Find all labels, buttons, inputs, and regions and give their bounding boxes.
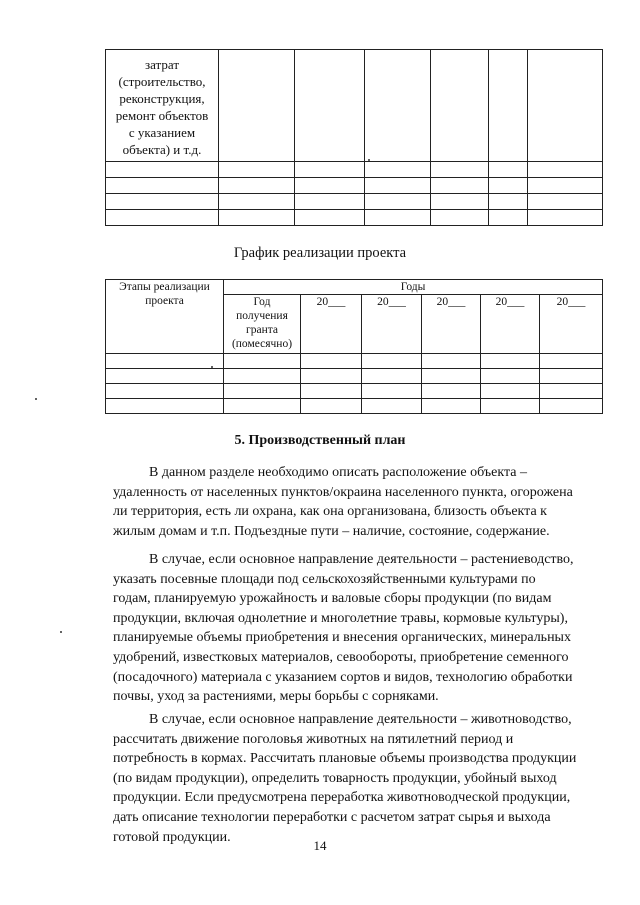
table-row (106, 178, 603, 194)
scan-speck (211, 366, 213, 368)
table-cell (295, 50, 365, 162)
table-cell (528, 50, 603, 162)
table-cell (219, 50, 295, 162)
table-cell: затрат (строительство, реконструкция, ремонт объектов с указанием объекта) и т.д. (106, 50, 219, 162)
year-column-header: 20___ (540, 295, 603, 354)
stages-header: Этапы реализации проекта (106, 280, 224, 354)
table-row (106, 50, 603, 162)
table-row (106, 194, 603, 210)
section-heading: 5. Производственный план (234, 433, 406, 448)
year-column-header: 20___ (362, 295, 422, 354)
table-row (106, 369, 603, 384)
table-row (106, 210, 603, 226)
paragraph: В случае, если основное направление деятельности – растениеводство, указать посевные площади под сельскохозяйственными культурами по годам, планируемую урожайность и валовые сборы продукции (по видам продукции, включая однолетние и многолетние травы, кормовые культуры), планируемые объемы приобретения и внесения органических, минеральных удобрений, известковых материалов, севообороты, приобретение семенного (посадочного) материала с указанием сортов и видов, технологию обработки почвы, уход за растениями, меры борьбы с сорняками. (113, 552, 574, 705)
year-column-header: 20___ (481, 295, 540, 354)
year-column-header: 20___ (301, 295, 362, 354)
table-cell (489, 50, 528, 162)
table-row (106, 399, 603, 414)
table-header-row (106, 280, 603, 295)
costs-table (105, 49, 603, 226)
year-column-header: 20___ (422, 295, 481, 354)
schedule-title: График реализации проекта (233, 245, 407, 261)
table-cell (431, 50, 489, 162)
table-row (106, 162, 603, 178)
schedule-table (105, 279, 603, 414)
grant-year-header: Год получения гранта (помесячно) (224, 295, 301, 354)
page-number: 14 (313, 838, 327, 853)
scan-speck (35, 398, 37, 400)
table-row (106, 384, 603, 399)
years-header: Годы (224, 280, 603, 295)
table-row (106, 354, 603, 369)
paragraph: В случае, если основное направление деятельности – животноводство, рассчитать движение поголовья животных на пятилетний период и потребность в кормах. Рассчитать плановые объемы производства продукции (по видам продукции), определить товарность продукции, убойный выход продукции. Если предусмотрена переработка животноводческой продукции, дать описание технологии переработки с расчетом затрат сырья и выхода готовой продукции. (113, 712, 577, 845)
scan-speck (368, 159, 370, 161)
paragraph: В данном разделе необходимо описать расположение объекта – удаленность от населенных пунктов/окраина населенного пункта, огорожена ли территория, есть ли охрана, как она организована, близость объекта к жилым домам и т.п. Подъездные пути – наличие, состояние, содержание. (113, 465, 573, 539)
scan-speck (60, 631, 62, 633)
table-cell (365, 50, 431, 162)
